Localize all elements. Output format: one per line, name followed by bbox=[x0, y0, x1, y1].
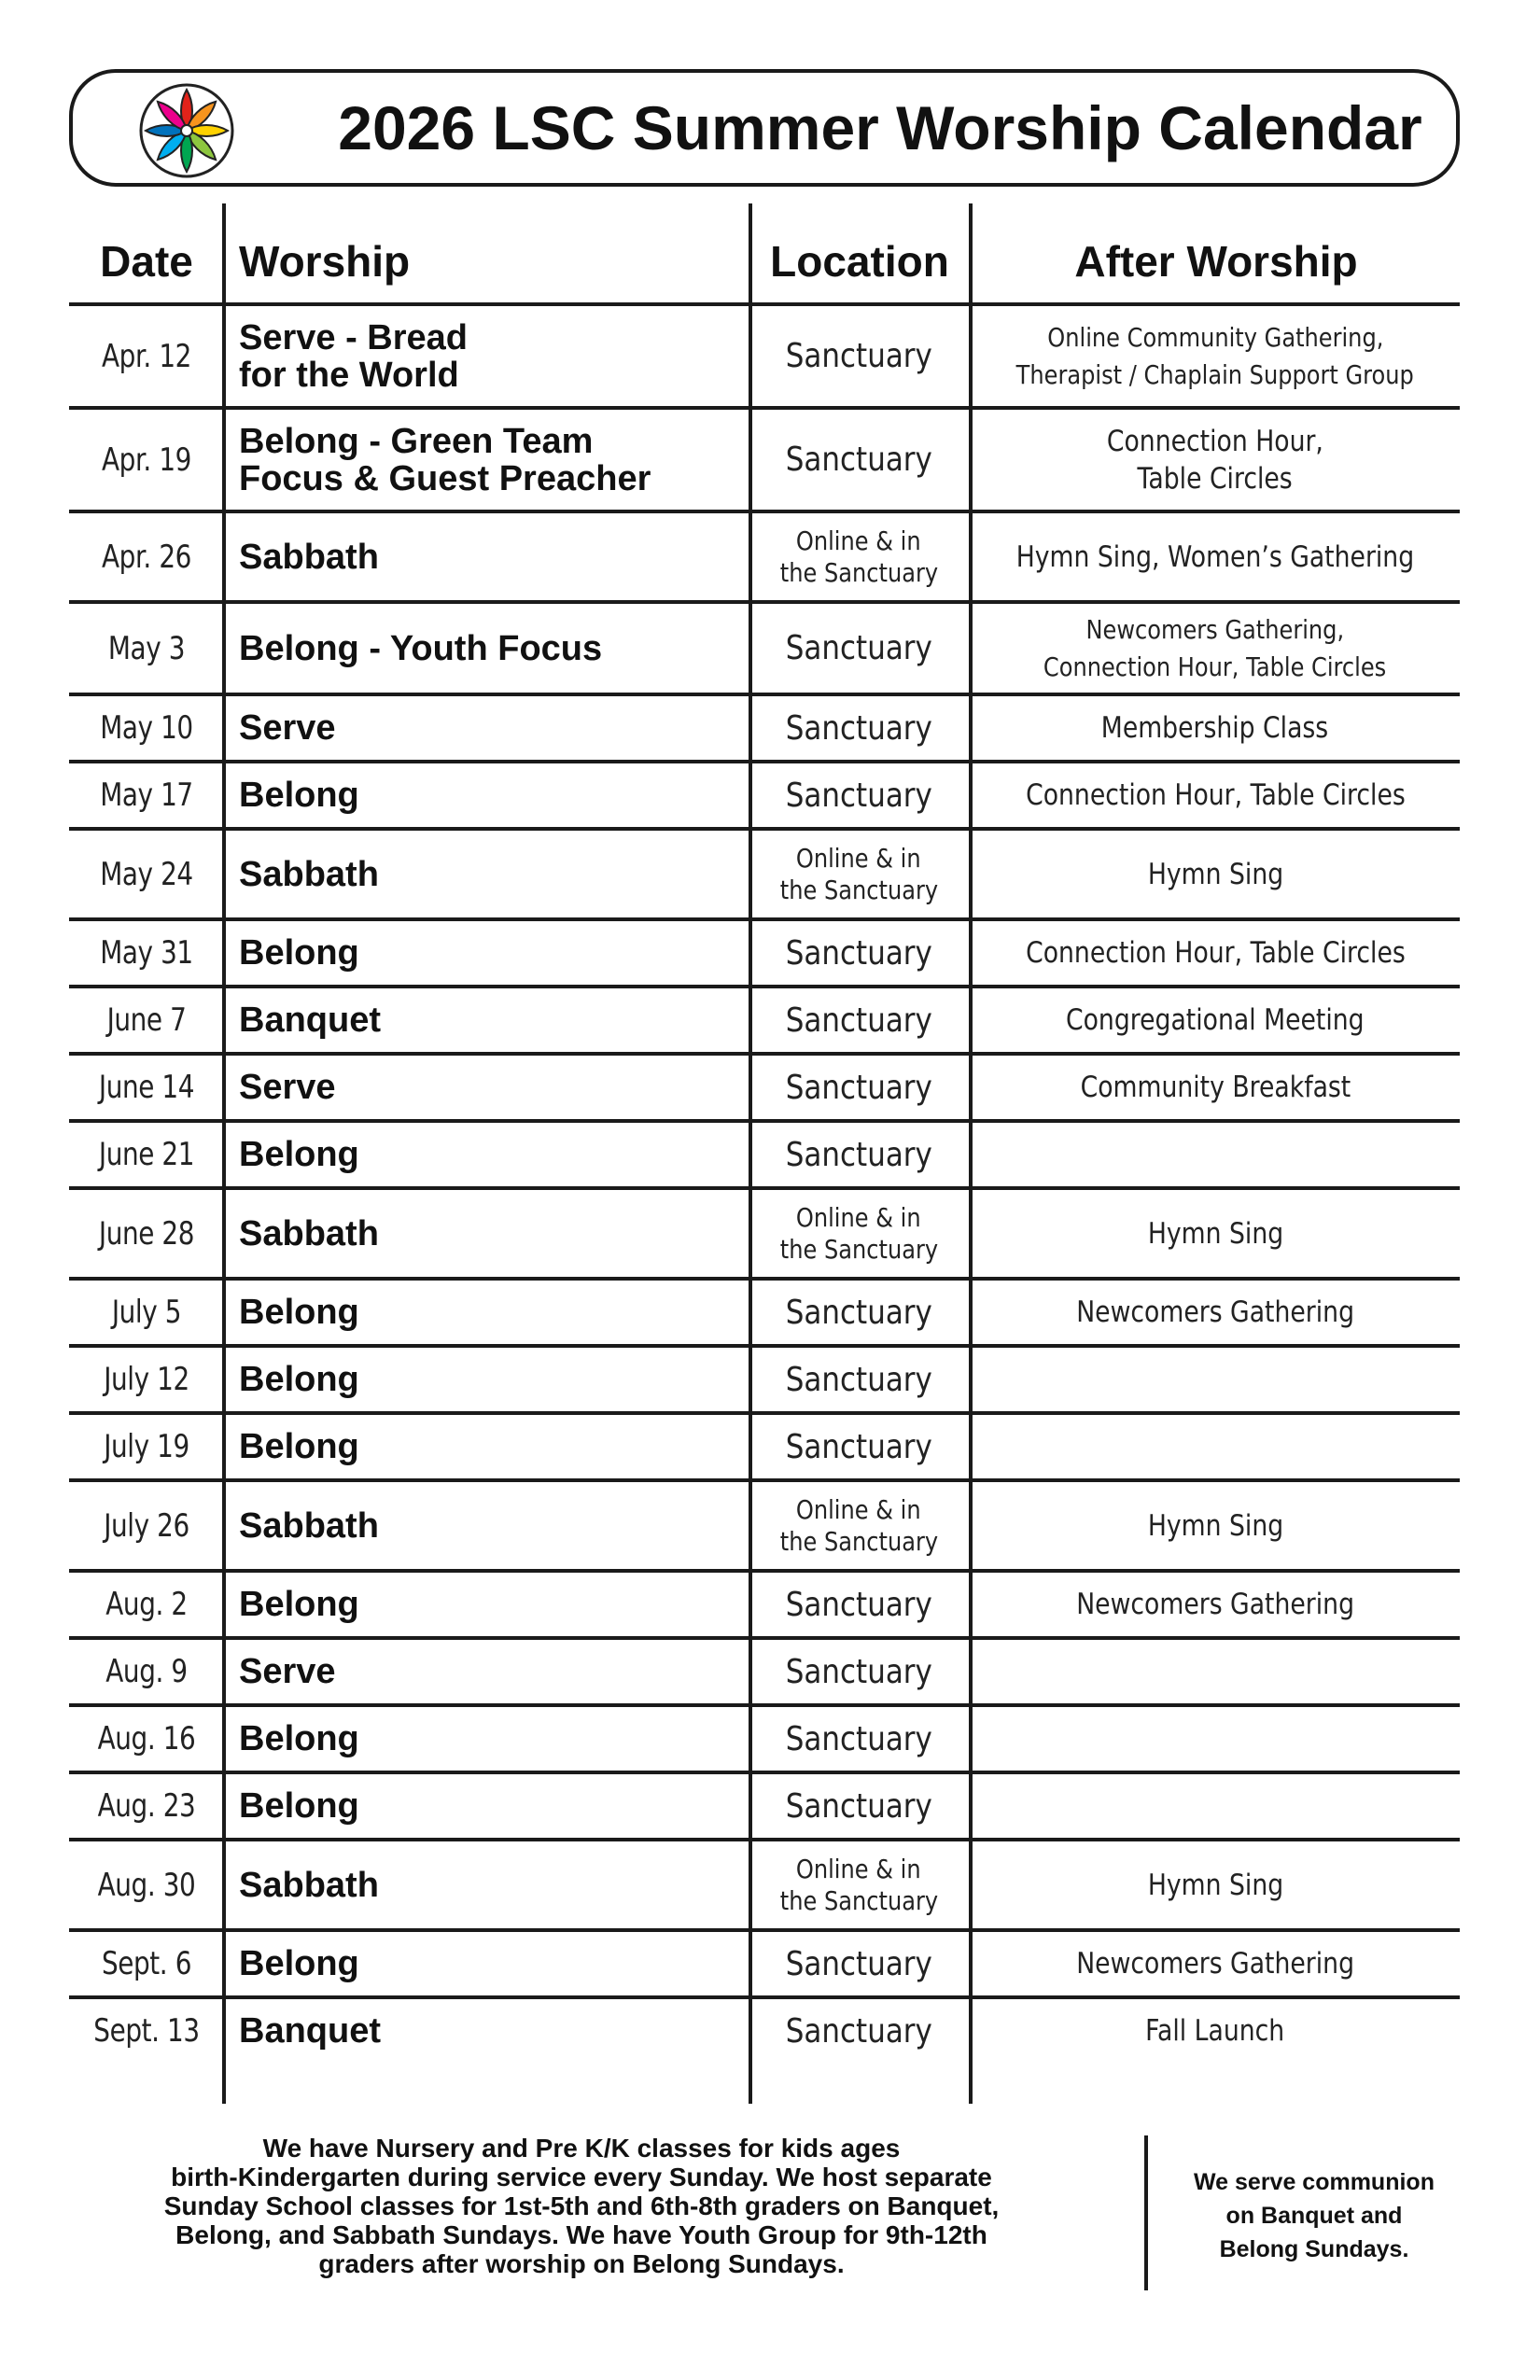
date-cell: May 10 bbox=[100, 709, 193, 747]
location-cell-line: Online & in bbox=[796, 842, 921, 874]
worship-cell bbox=[239, 1415, 762, 1478]
location-cell bbox=[749, 1999, 969, 2063]
communion-note-line: Belong Sundays. bbox=[1219, 2236, 1409, 2262]
after-worship-cell-line: Therapist / Chaplain Support Group bbox=[1015, 358, 1415, 390]
worship-cell bbox=[239, 1190, 762, 1277]
location-cell bbox=[749, 1281, 969, 1344]
after-worship-cell bbox=[971, 1348, 1460, 1411]
worship-cell bbox=[239, 1123, 762, 1186]
after-worship-cell-line: Connection Hour, Table Circles bbox=[1043, 651, 1387, 682]
worship-cell bbox=[239, 306, 762, 406]
location-cell-line: Sanctuary bbox=[785, 933, 932, 973]
location-cell bbox=[749, 306, 969, 406]
location-cell bbox=[749, 1841, 969, 1928]
after-worship-cell-line: Connection Hour, bbox=[1106, 424, 1324, 458]
worship-cell bbox=[239, 1573, 762, 1636]
date-cell: June 28 bbox=[98, 1214, 195, 1253]
location-cell-line: Online & in bbox=[796, 1201, 921, 1233]
after-worship-cell-line: Hymn Sing, Women’s Gathering bbox=[1015, 539, 1415, 574]
location-cell bbox=[749, 1415, 969, 1478]
worship-cell-line: Belong bbox=[239, 1585, 359, 1624]
location-cell bbox=[749, 1640, 969, 1703]
worship-cell-line: Serve bbox=[239, 1652, 336, 1691]
page-title: 2026 LSC Summer Worship Calendar bbox=[338, 93, 1422, 162]
worship-cell-line: Belong bbox=[239, 1944, 359, 1983]
after-worship-cell-line: Fall Launch bbox=[1145, 2014, 1285, 2048]
after-worship-cell-line: Table Circles bbox=[1137, 461, 1294, 496]
date-cell: May 17 bbox=[100, 777, 193, 814]
worship-cell-line: Belong - Green Team bbox=[239, 421, 594, 461]
worship-cell-line: Banquet bbox=[239, 2011, 381, 2051]
location-cell bbox=[749, 1573, 969, 1636]
table-row bbox=[69, 406, 1460, 510]
after-worship-cell-line: Hymn Sing bbox=[1147, 857, 1283, 891]
after-worship-cell-line: Connection Hour, Table Circles bbox=[1025, 778, 1406, 812]
communion-note-line: on Banquet and bbox=[1225, 2203, 1403, 2229]
date-cell: Sept. 13 bbox=[93, 2012, 200, 2050]
date-cell: May 31 bbox=[100, 934, 193, 972]
location-cell-line: the Sanctuary bbox=[779, 874, 938, 905]
worship-cell bbox=[239, 1348, 762, 1411]
worship-cell-line: Focus & Guest Preacher bbox=[239, 458, 651, 498]
column-header-location: Location bbox=[770, 237, 949, 286]
worship-cell-line: Serve bbox=[239, 1068, 336, 1107]
table-row bbox=[69, 1569, 1460, 1636]
classes-note-line: birth-Kindergarten during service every Sunday. We host separate bbox=[171, 2163, 992, 2191]
table-row bbox=[69, 1186, 1460, 1277]
after-worship-cell bbox=[971, 1056, 1460, 1119]
after-worship-cell-line: Online Community Gathering, bbox=[1046, 321, 1384, 353]
worship-cell-line: Belong bbox=[239, 1360, 359, 1399]
location-cell-line: the Sanctuary bbox=[779, 556, 938, 588]
after-worship-cell bbox=[971, 1932, 1460, 1995]
location-cell bbox=[749, 1056, 969, 1119]
worship-cell bbox=[239, 410, 762, 510]
worship-cell-line: Sabbath bbox=[239, 1505, 379, 1546]
location-cell-line: the Sanctuary bbox=[779, 1884, 938, 1916]
location-cell-line: Sanctuary bbox=[785, 1652, 932, 1691]
column-header-worship: Worship bbox=[239, 237, 411, 286]
classes-note-line: We have Nursery and Pre K/K classes for kids ages bbox=[262, 2134, 901, 2163]
location-cell-line: the Sanctuary bbox=[779, 1233, 938, 1265]
worship-cell bbox=[239, 1640, 762, 1703]
location-cell-line: Online & in bbox=[796, 525, 921, 556]
table-row bbox=[69, 1411, 1460, 1478]
after-worship-cell bbox=[971, 831, 1460, 917]
worship-cell-line: Sabbath bbox=[239, 1213, 379, 1253]
date-cell: July 5 bbox=[111, 1294, 182, 1331]
table-row bbox=[69, 302, 1460, 406]
location-cell bbox=[749, 604, 969, 693]
after-worship-cell bbox=[971, 604, 1460, 693]
location-cell bbox=[749, 696, 969, 760]
after-worship-cell bbox=[971, 1707, 1460, 1771]
location-cell-line: Sanctuary bbox=[785, 1427, 932, 1466]
table-row bbox=[69, 1838, 1460, 1928]
worship-cell bbox=[239, 831, 762, 917]
table-row bbox=[69, 917, 1460, 985]
worship-cell-line: Serve bbox=[239, 708, 336, 748]
classes-note bbox=[73, 2134, 1090, 2278]
classes-note-line: Sunday School classes for 1st-5th and 6th-8th graders on Banquet, bbox=[163, 2191, 1000, 2220]
worship-cell bbox=[239, 1932, 762, 1995]
date-cell: July 19 bbox=[104, 1428, 189, 1465]
table-row bbox=[69, 1277, 1460, 1344]
after-worship-cell-line: Hymn Sing bbox=[1147, 1508, 1283, 1543]
date-cell: Sept. 6 bbox=[101, 1945, 192, 1982]
location-cell-line: Online & in bbox=[796, 1853, 921, 1884]
table-row bbox=[69, 1928, 1460, 1995]
date-cell: Aug. 16 bbox=[97, 1720, 196, 1757]
after-worship-cell bbox=[971, 1640, 1460, 1703]
worship-cell-line: Belong bbox=[239, 1786, 359, 1826]
table-row bbox=[69, 1052, 1460, 1119]
stained-glass-flower-logo-icon bbox=[138, 82, 235, 179]
date-cell: July 26 bbox=[104, 1506, 189, 1545]
date-cell: June 7 bbox=[106, 1001, 187, 1039]
worship-cell-line: Sabbath bbox=[239, 537, 379, 577]
location-cell-line: Online & in bbox=[796, 1493, 921, 1525]
location-cell-line: Sanctuary bbox=[785, 1293, 932, 1332]
location-cell-line: Sanctuary bbox=[785, 1786, 932, 1826]
location-cell-line: Sanctuary bbox=[785, 1719, 932, 1758]
date-cell: Apr. 26 bbox=[101, 538, 191, 576]
location-cell-line: the Sanctuary bbox=[779, 1525, 938, 1557]
after-worship-cell-line: Membership Class bbox=[1101, 711, 1329, 745]
worship-cell-line: Belong bbox=[239, 1293, 359, 1332]
table-row bbox=[69, 1771, 1460, 1838]
worship-cell bbox=[239, 1841, 762, 1928]
worship-cell bbox=[239, 1999, 762, 2063]
location-cell-line: Sanctuary bbox=[785, 2011, 932, 2051]
date-cell: Apr. 12 bbox=[101, 337, 191, 375]
after-worship-cell bbox=[971, 921, 1460, 985]
worship-cell bbox=[239, 1056, 762, 1119]
worship-cell bbox=[239, 513, 762, 600]
location-cell bbox=[749, 921, 969, 985]
column-header-date: Date bbox=[100, 237, 193, 286]
location-cell bbox=[749, 1707, 969, 1771]
date-cell: May 24 bbox=[100, 855, 193, 893]
worship-cell bbox=[239, 763, 762, 827]
location-cell bbox=[749, 1123, 969, 1186]
location-cell bbox=[749, 1482, 969, 1569]
location-cell-line: Sanctuary bbox=[785, 708, 932, 748]
date-cell: July 12 bbox=[104, 1361, 189, 1398]
date-cell: May 3 bbox=[107, 629, 186, 667]
after-worship-cell-line: Congregational Meeting bbox=[1066, 1003, 1365, 1037]
location-cell-line: Sanctuary bbox=[785, 441, 932, 479]
location-cell-line: Sanctuary bbox=[785, 337, 932, 375]
worship-cell-line: Belong bbox=[239, 776, 359, 815]
communion-note bbox=[1167, 2165, 1462, 2266]
worship-cell bbox=[239, 921, 762, 985]
location-cell bbox=[749, 1932, 969, 1995]
worship-cell-line: Belong bbox=[239, 1719, 359, 1758]
location-cell bbox=[749, 513, 969, 600]
location-cell bbox=[749, 763, 969, 827]
after-worship-cell bbox=[971, 988, 1460, 1052]
date-cell: Aug. 30 bbox=[97, 1866, 196, 1904]
table-row bbox=[69, 1344, 1460, 1411]
after-worship-cell bbox=[971, 1415, 1460, 1478]
worship-cell bbox=[239, 1707, 762, 1771]
date-cell: June 21 bbox=[98, 1136, 195, 1173]
table-row bbox=[69, 1703, 1460, 1771]
worship-cell-line: Belong - Youth Focus bbox=[239, 628, 603, 668]
after-worship-cell bbox=[971, 1774, 1460, 1838]
location-cell-line: Sanctuary bbox=[785, 1068, 932, 1107]
location-cell-line: Sanctuary bbox=[785, 1001, 932, 1040]
worship-cell bbox=[239, 1482, 762, 1569]
after-worship-cell bbox=[971, 1573, 1460, 1636]
communion-note-line: We serve communion bbox=[1194, 2169, 1435, 2195]
worship-cell-line: Banquet bbox=[239, 1001, 381, 1040]
location-cell-line: Sanctuary bbox=[785, 1944, 932, 1983]
after-worship-cell bbox=[971, 306, 1460, 406]
after-worship-cell bbox=[971, 1281, 1460, 1344]
table-row bbox=[69, 760, 1460, 827]
after-worship-cell bbox=[971, 696, 1460, 760]
location-cell bbox=[749, 1348, 969, 1411]
after-worship-cell bbox=[971, 1123, 1460, 1186]
after-worship-cell bbox=[971, 1190, 1460, 1277]
table-row bbox=[69, 1119, 1460, 1186]
after-worship-cell-line: Newcomers Gathering, bbox=[1085, 613, 1345, 645]
location-cell-line: Sanctuary bbox=[785, 1585, 932, 1624]
worship-cell-line: Belong bbox=[239, 1135, 359, 1174]
table-row bbox=[69, 600, 1460, 693]
after-worship-cell bbox=[971, 1999, 1460, 2063]
table-row bbox=[69, 1478, 1460, 1569]
worship-cell-line: for the World bbox=[239, 355, 459, 395]
worship-cell-line: Belong bbox=[239, 1427, 359, 1466]
worship-cell bbox=[239, 988, 762, 1052]
worship-cell bbox=[239, 696, 762, 760]
table-row bbox=[69, 510, 1460, 600]
after-worship-cell-line: Connection Hour, Table Circles bbox=[1025, 936, 1406, 970]
date-cell: Aug. 9 bbox=[105, 1653, 188, 1690]
after-worship-cell-line: Hymn Sing bbox=[1147, 1216, 1283, 1251]
location-cell-line: Sanctuary bbox=[785, 629, 932, 667]
location-cell bbox=[749, 1190, 969, 1277]
after-worship-cell bbox=[971, 1482, 1460, 1569]
after-worship-cell bbox=[971, 513, 1460, 600]
after-worship-cell bbox=[971, 763, 1460, 827]
location-cell-line: Sanctuary bbox=[785, 776, 932, 815]
classes-note-line: graders after worship on Belong Sundays. bbox=[318, 2249, 845, 2278]
worship-cell-line: Belong bbox=[239, 933, 359, 973]
location-cell-line: Sanctuary bbox=[785, 1360, 932, 1399]
after-worship-cell bbox=[971, 410, 1460, 510]
location-cell bbox=[749, 410, 969, 510]
worship-cell bbox=[239, 1281, 762, 1344]
title-banner bbox=[69, 69, 1460, 187]
location-cell bbox=[749, 831, 969, 917]
table-row bbox=[69, 693, 1460, 760]
location-cell bbox=[749, 1774, 969, 1838]
worship-cell bbox=[239, 1774, 762, 1838]
table-row bbox=[69, 827, 1460, 917]
worship-cell-line: Sabbath bbox=[239, 854, 379, 894]
location-cell bbox=[749, 988, 969, 1052]
worship-cell-line: Serve - Bread bbox=[239, 317, 469, 357]
classes-note-line: Belong, and Sabbath Sundays. We have Youth Group for 9th-12th bbox=[175, 2220, 987, 2249]
date-cell: Aug. 23 bbox=[97, 1787, 196, 1825]
after-worship-cell-line: Community Breakfast bbox=[1080, 1071, 1351, 1104]
location-cell-line: Sanctuary bbox=[785, 1135, 932, 1174]
after-worship-cell-line: Hymn Sing bbox=[1147, 1868, 1283, 1902]
table-row bbox=[69, 985, 1460, 1052]
after-worship-cell-line: Newcomers Gathering bbox=[1076, 1588, 1354, 1621]
footer-divider bbox=[1144, 2135, 1148, 2290]
after-worship-cell bbox=[971, 1841, 1460, 1928]
table-row bbox=[69, 1636, 1460, 1703]
after-worship-cell-line: Newcomers Gathering bbox=[1076, 1947, 1354, 1981]
date-cell: June 14 bbox=[98, 1069, 195, 1106]
after-worship-cell-line: Newcomers Gathering bbox=[1076, 1295, 1354, 1329]
column-header-after-worship: After Worship bbox=[1074, 237, 1358, 286]
date-cell: Aug. 2 bbox=[105, 1586, 188, 1623]
date-cell: Apr. 19 bbox=[101, 441, 191, 479]
table-row bbox=[69, 1995, 1460, 2063]
worship-cell-line: Sabbath bbox=[239, 1865, 379, 1905]
worship-cell bbox=[239, 604, 762, 693]
